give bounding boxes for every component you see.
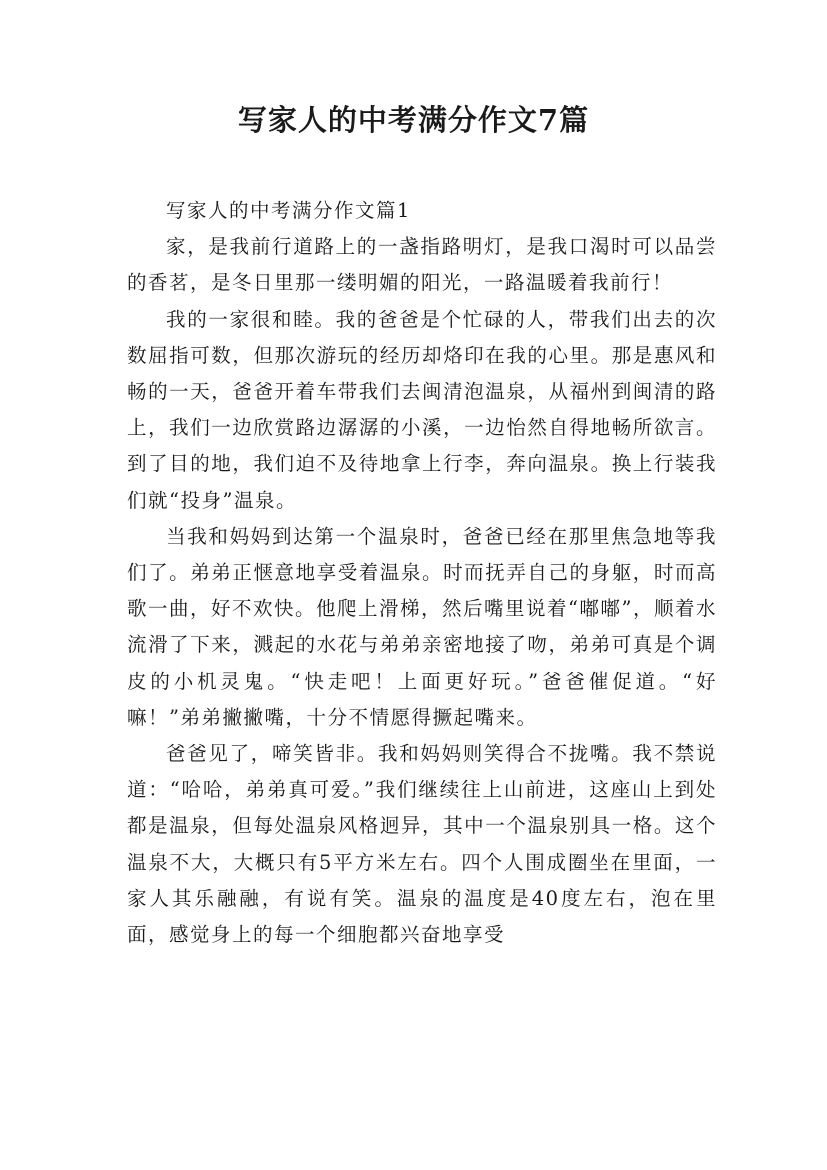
document-body xyxy=(127,193,717,953)
paragraph: 当我和妈妈到达第一个温泉时，爸爸已经在那里焦急地等我们了。弟弟正惬意地享受着温泉。时而抚弄自己的身躯，时而高歌一曲，好不欢快。他爬上滑梯，然后嘴里说着“嘟嘟”，顺着水流滑了下来，溅起的水花与弟弟亲密地接了吻，弟弟可真是个调皮的小机灵鬼。“快走吧！上面更好玩。”爸爸催促道。“好嘛！”弟弟撇撇嘴，十分不情愿得撅起嘴来。 xyxy=(127,524,717,729)
paragraph: 家，是我前行道路上的一盏指路明灯，是我口渴时可以品尝的香茗，是冬日里那一缕明媚的阳光，一路温暖着我前行！ xyxy=(127,235,717,295)
paragraph: 爸爸见了，啼笑皆非。我和妈妈则笑得合不拢嘴。我不禁说道：“哈哈，弟弟真可爱。”我们继续往上山前进，这座山上到处都是温泉，但每处温泉风格迥异，其中一个温泉别具一格。这个温泉不大，大概只有5平方米左右。四个人围成圈坐在里面，一家人其乐融融，有说有笑。温泉的温度是40度左右，泡在里面，感觉身上的每一个细胞都兴奋地享受 xyxy=(127,742,717,947)
document-title: 写家人的中考满分作文7篇 xyxy=(237,103,590,137)
section-heading: 写家人的中考满分作文篇1 xyxy=(166,199,411,222)
paragraph: 我的一家很和睦。我的爸爸是个忙碌的人，带我们出去的次数屈指可数，但那次游玩的经历却烙印在我的心里。那是惠风和畅的一天，爸爸开着车带我们去闽清泡温泉，从福州到闽清的路上，我们一边欣赏路边潺潺的小溪，一边怡然自得地畅所欲言。到了目的地，我们迫不及待地拿上行李，奔向温泉。换上行装我们就“投身”温泉。 xyxy=(127,307,717,512)
